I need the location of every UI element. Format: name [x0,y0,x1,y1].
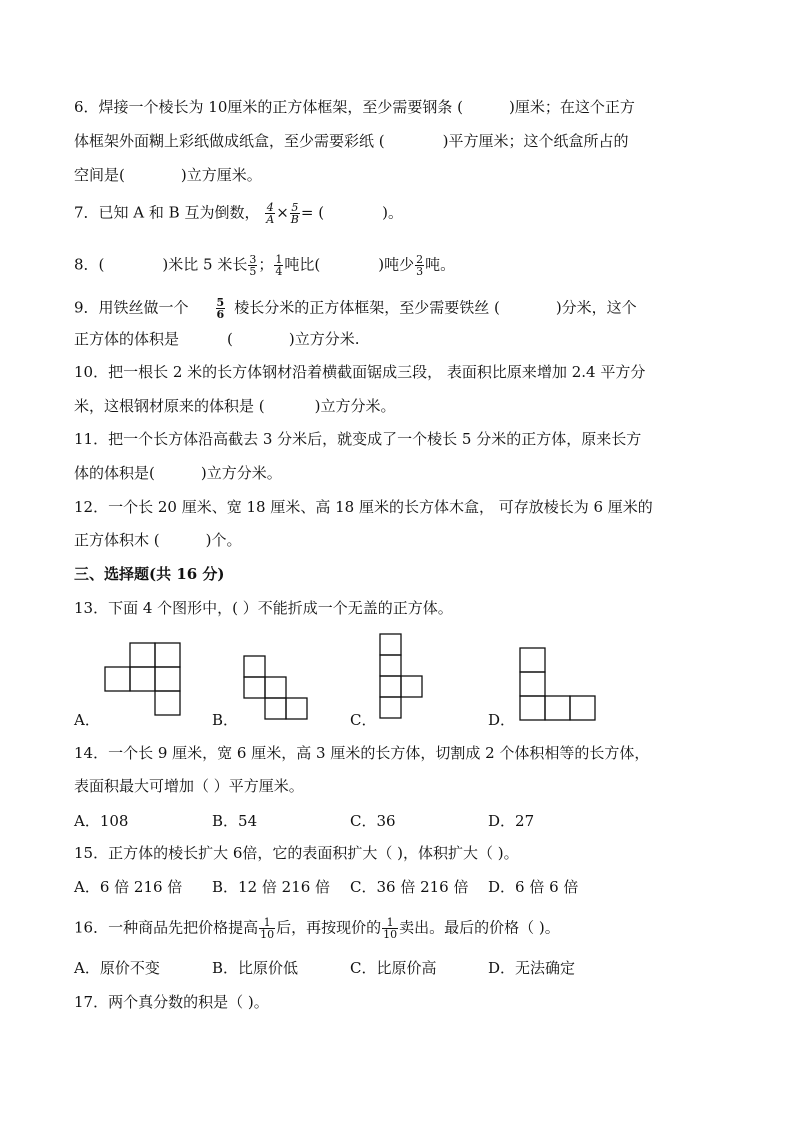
q11-line2: 体的体积是( )立方分米。 [74,464,282,482]
q14-option-c: C．36 [350,812,396,830]
section-heading: 三、选择题(共 16 分) [74,565,225,583]
q13-label-d: D． [488,711,516,729]
q12-line1: 12．一个长 20 厘米、宽 18 厘米、高 18 厘米的长方体木盒， 可存放棱长为 6 厘米的 [74,498,653,516]
q14-line1: 14．一个长 9 厘米，宽 6 厘米，高 3 厘米的长方体，切割成 2 个体积相等的长方体， [74,744,650,762]
q10-line2: 米，这根钢材原来的体积是 ( )立方分米。 [74,397,396,415]
q16-question: 16．一种商品先把价格提高 $\frac{1}{10}$ 后，再按现价的 $\frac{1}{10}$ 卖出。最后的价格（ )。 [74,916,560,941]
q16-option-b: B．比原价低 [212,959,299,977]
q14-option-a: A．108 [74,812,129,830]
q15-option-c: C．36 倍 216 倍 [350,878,469,896]
q14-option-d: D．27 [488,812,535,830]
net-d-figure [520,648,598,722]
q6-line1: 6．焊接一个棱长为 10厘米的正方体框架，至少需要钢条 ( )厘米；在这个正方 [74,98,635,116]
net-c-figure [380,634,428,720]
q8-fraction-1: $\frac{3}{5}$ [249,253,257,278]
q9-line2: 正方体的体积是 ( )立方分米. [74,330,360,348]
q11-line1: 11．把一个长方体沿高截去 3 分米后，就变成了一个棱长 5 分米的正方体，原来长方 [74,430,642,448]
q7-fraction-1: $\frac{4}{A}$ [266,201,275,226]
q15-option-b: B．12 倍 216 倍 [212,878,331,896]
q12-line2: 正方体积木 ( )个。 [74,531,242,549]
q7-line: 7．已知 A 和 B 互为倒数， $\frac{4}{A}$ × $\frac{5}{B}$ = ( )。 [74,201,403,226]
q8-fraction-2: $\frac{1}{4}$ [275,253,283,278]
net-b-figure [244,656,314,722]
q13-label-c: C． [350,711,377,729]
q15-option-a: A．6 倍 216 倍 [74,878,183,896]
q6-line3: 空间是( )立方厘米。 [74,166,262,184]
q15-option-d: D．6 倍 6 倍 [488,878,579,896]
q10-line1: 10．把一根长 2 米的长方体钢材沿着横截面锯成三段， 表面积比原来增加 2.4 平方分 [74,363,646,381]
q16-option-c: C．比原价高 [350,959,437,977]
q8-fraction-3: $\frac{2}{3}$ [416,253,424,278]
q13-label-b: B． [212,711,239,729]
q7-fraction-2: $\frac{5}{B}$ [290,201,299,226]
q9-line1: 9．用铁丝做一个 $\frac{5}{6}$ 棱长分米的正方体框架，至少需要铁丝 ( )分米，这个 [74,296,637,321]
q8-line: 8．( )米比 5 米长 $\frac{3}{5}$ ； $\frac{1}{4}$ 吨比( )吨少 $\frac{2}{3}$ 吨。 [74,253,456,278]
q16-fraction-1: $\frac{1}{10}$ [260,916,275,941]
q16-option-a: A．原价不变 [74,959,160,977]
q14-option-b: B．54 [212,812,258,830]
q16-option-d: D．无法确定 [488,959,576,977]
q15-question: 15．正方体的棱长扩大 6倍，它的表面积扩大（ )，体积扩大（ )。 [74,844,519,862]
q16-fraction-2: $\frac{1}{10}$ [383,916,398,941]
q6-line2: 体框架外面糊上彩纸做成纸盒，至少需要彩纸 ( )平方厘米；这个纸盒所占的 [74,132,629,150]
q17-question: 17．两个真分数的积是（ )。 [74,993,269,1011]
q9-fraction: $\frac{5}{6}$ [216,296,225,321]
q13-question: 13．下面 4 个图形中，( ）不能折成一个无盖的正方体。 [74,599,453,617]
net-a-figure [105,643,185,719]
q14-line2: 表面积最大可增加（ ）平方厘米。 [74,777,304,795]
q13-label-a: A． [74,711,100,729]
